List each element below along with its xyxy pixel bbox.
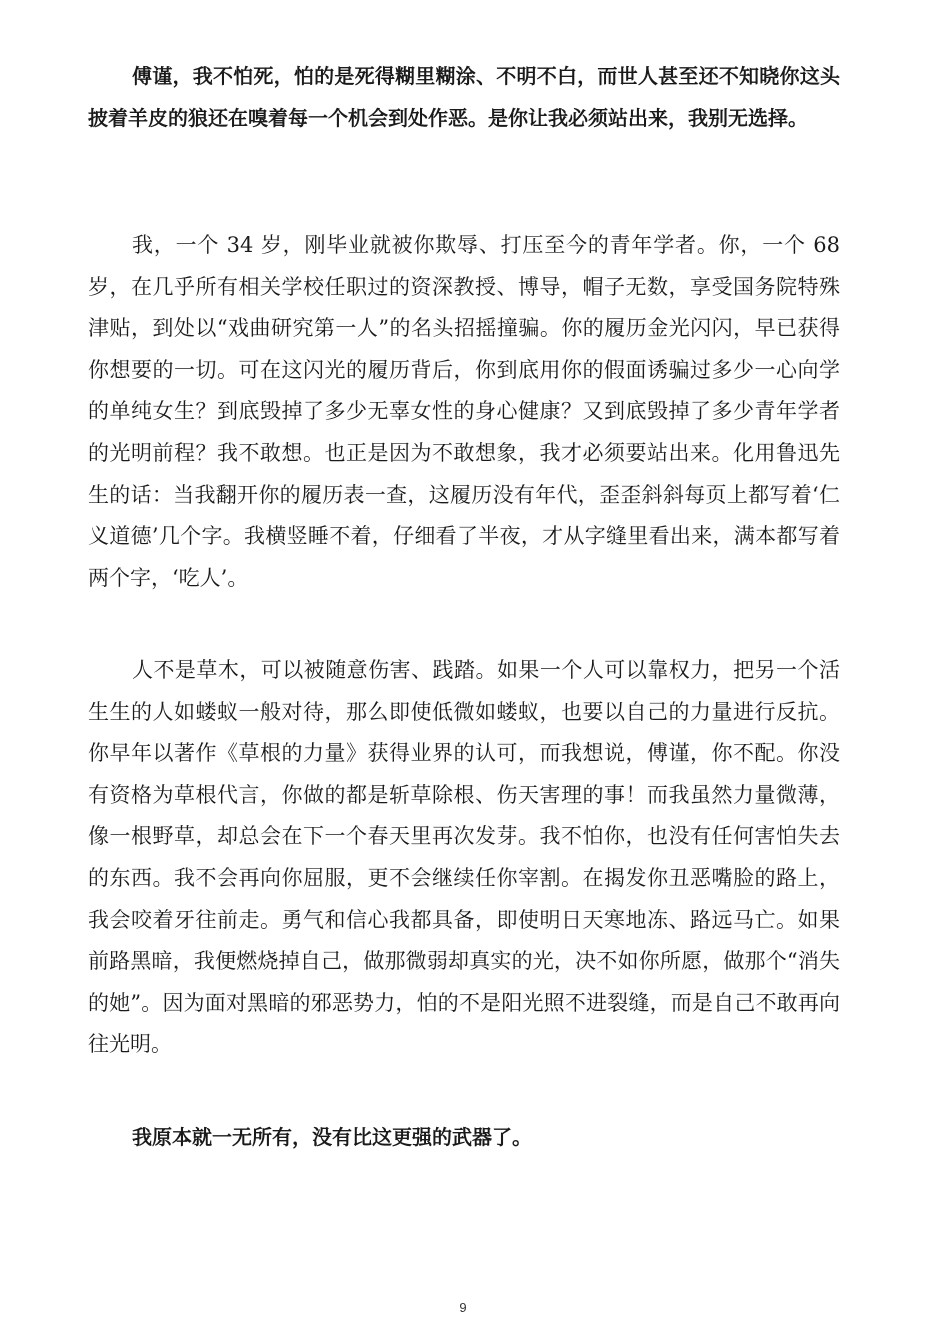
page-number: 9 xyxy=(459,1300,467,1315)
paragraph-closing-statement: 我原本就一无所有，没有比这更强的武器了。 xyxy=(132,1125,532,1149)
paragraph-resistance: 人不是草木，可以被随意伤害、践踏。如果一个人可以靠权力，把另一个活生生的人如蝼蚁一般对待，那么即使低微如蝼蚁，也要以自己的力量进行反抗。你早年以著作《草根的力量》获得业界的认可，而我想说，傅谨，你不配。你没有资格为草根代言，你做的都是斩草除根、伤天害理的事！而我虽然力量微薄，像一根野草，却总会在下一个春天里再次发芽。我不怕你，也没有任何害怕失去的东西。我不会再向你屈服，更不会继续任你宰割。在揭发你丑恶嘴脸的路上，我会咬着牙往前走。勇气和信心我都具备，即使明日天寒地冻、路远马亡。如果前路黑暗，我便燃烧掉自己，做那微弱却真实的光，决不如你所愿，做那个“消失的她”。因为面对黑暗的邪恶势力，怕的不是阳光照不进裂缝，而是自己不敢再向往光明。 xyxy=(88,658,840,1057)
paragraph-opening-statement: 傅谨，我不怕死，怕的是死得糊里糊涂、不明不白，而世人甚至还不知晓你这头披着羊皮的狼还在嗅着每一个机会到处作恶。是你让我必须站出来，我别无选择。 xyxy=(88,64,840,130)
paragraph-background: 我，一个 34 岁，刚毕业就被你欺辱、打压至今的青年学者。你，一个 68 岁，在几乎所有相关学校任职过的资深教授、博导，帽子无数，享受国务院特殊津贴，到处以“戏曲研究第一人”的名头招摇撞骗。你的履历金光闪闪，早已获得你想要的一切。可在这闪光的履历背后，你到底用你的假面诱骗过多少一心向学的单纯女生？到底毁掉了多少无辜女性的身心健康？又到底毁掉了多少青年学者的光明前程？我不敢想。也正是因为不敢想象，我才必须要站出来。化用鲁迅先生的话：当我翻开你的履历表一查，这履历没有年代，歪歪斜斜每页上都写着‘仁义道德’几个字。我横竖睡不着，仔细看了半夜，才从字缝里看出来，满本都写着两个字，‘吃人’。 xyxy=(88,233,840,590)
